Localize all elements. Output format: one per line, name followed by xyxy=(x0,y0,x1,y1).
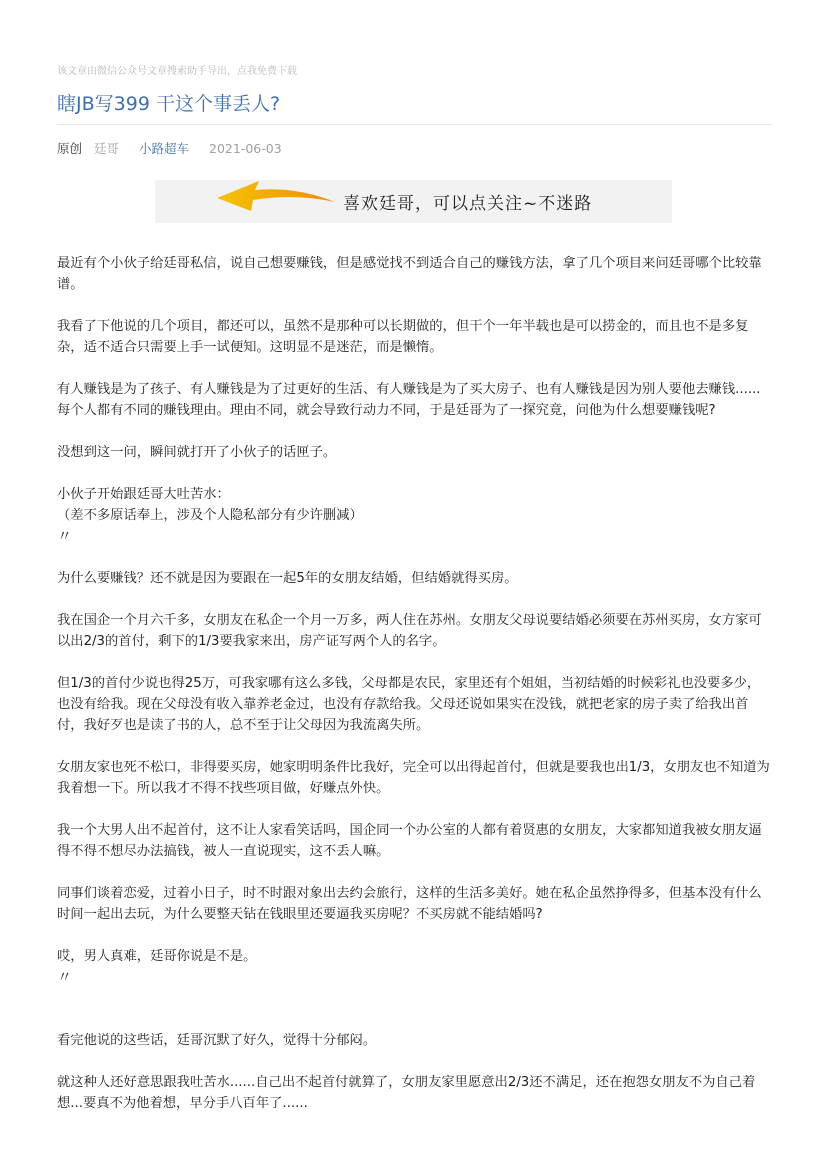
paragraph: 就这种人还好意思跟我吐苦水......自己出不起首付就算了，女朋友家里愿意出2/3还不满足，还在抱怨女朋友不为自己着想...要真不为他着想，早分手八百年了...... xyxy=(57,1075,756,1111)
article-body xyxy=(57,253,772,1135)
export-notice-link[interactable]: 该文章由微信公众号文章搜索助手导出，点我免费下载 xyxy=(57,66,297,77)
paragraph: 看完他说的这些话，廷哥沉默了好久，觉得十分郁闷。 xyxy=(57,1033,377,1048)
paragraph: 女朋友家也死不松口，非得要买房，她家明明条件比我好，完全可以出得起首付，但就是要我也出1/3，女朋友也不知道为我着想一下。所以我才不得不找些项目做，好赚点外快。 xyxy=(57,760,770,796)
banner-text: 喜欢廷哥，可以点关注~不迷路 xyxy=(343,194,593,214)
quote-open-mark: 〃 xyxy=(57,527,73,545)
paragraph: 小伙子开始跟廷哥大吐苦水： xyxy=(57,487,230,502)
author-name: 廷哥 xyxy=(94,141,120,156)
paragraph: 我看了下他说的几个项目，都还可以，虽然不是那种可以长期做的，但干个一年半载也是可以捞金的，而且也不是多复杂，适不适合只需要上手一试便知。这明显不是迷茫，而是懒惰。 xyxy=(57,319,749,355)
article-meta xyxy=(57,139,282,159)
paragraph: 没想到这一问，瞬间就打开了小伙子的话匣子。 xyxy=(57,445,337,460)
paragraph: 我在国企一个月六千多，女朋友在私企一个月一万多，两人住在苏州。女朋友父母说要结婚必须要在苏州买房，女方家可以出2/3的首付，剩下的1/3要我家来出，房产证写两个人的名字。 xyxy=(57,613,762,649)
original-label: 原创 xyxy=(57,141,83,156)
article-title: 瞎JB写399 干这个事丢人? xyxy=(57,93,281,115)
title-divider xyxy=(57,124,772,125)
paragraph: 有人赚钱是为了孩子、有人赚钱是为了过更好的生活、有人赚钱是为了买大房子、也有人赚钱是因为别人要他去赚钱......每个人都有不同的赚钱理由。理由不同，就会导致行动力不同，于是廷哥为了一探究竟，问他为什么想要赚钱呢? xyxy=(57,382,761,418)
paragraph: 我一个大男人出不起首付，这不让人家看笑话吗，国企同一个办公室的人都有着贤惠的女朋友，大家都知道我被女朋友逼得不得不想尽办法搞钱，被人一直说现实，这不丢人嘛。 xyxy=(57,823,762,859)
paragraph: 同事们谈着恋爱，过着小日子，时不时跟对象出去约会旅行，这样的生活多美好。她在私企虽然挣得多，但基本没有什么时间一起出去玩，为什么要整天钻在钱眼里还要逼我买房呢？不买房就不能结婚吗? xyxy=(57,886,762,922)
paragraph: 哎，男人真难，廷哥你说是不是。 xyxy=(57,949,257,964)
account-link[interactable]: 小路超车 xyxy=(139,141,190,156)
paragraph: （差不多原话奉上，涉及个人隐私部分有少许删减） xyxy=(57,508,363,523)
quote-close-mark: 〃 xyxy=(57,968,73,986)
paragraph: 为什么要赚钱？还不就是因为要跟在一起5年的女朋友结婚，但结婚就得买房。 xyxy=(57,571,518,586)
publish-date: 2021-06-03 xyxy=(209,141,282,156)
follow-banner xyxy=(155,180,672,223)
paragraph: 最近有个小伙子给廷哥私信，说自己想要赚钱，但是感觉找不到适合自己的赚钱方法，拿了几个项目来问廷哥哪个比较靠谱。 xyxy=(57,256,762,292)
paragraph: 但1/3的首付少说也得25万，可我家哪有这么多钱，父母都是农民，家里还有个姐姐，当初结婚的时候彩礼也没要多少，也没有给我。现在父母没有收入靠养老金过，也没有存款给我。父母还说如果实在没钱，就把老家的房子卖了给我出首付，我好歹也是读了书的人，总不至于让父母因为我流离失所。 xyxy=(57,676,761,733)
